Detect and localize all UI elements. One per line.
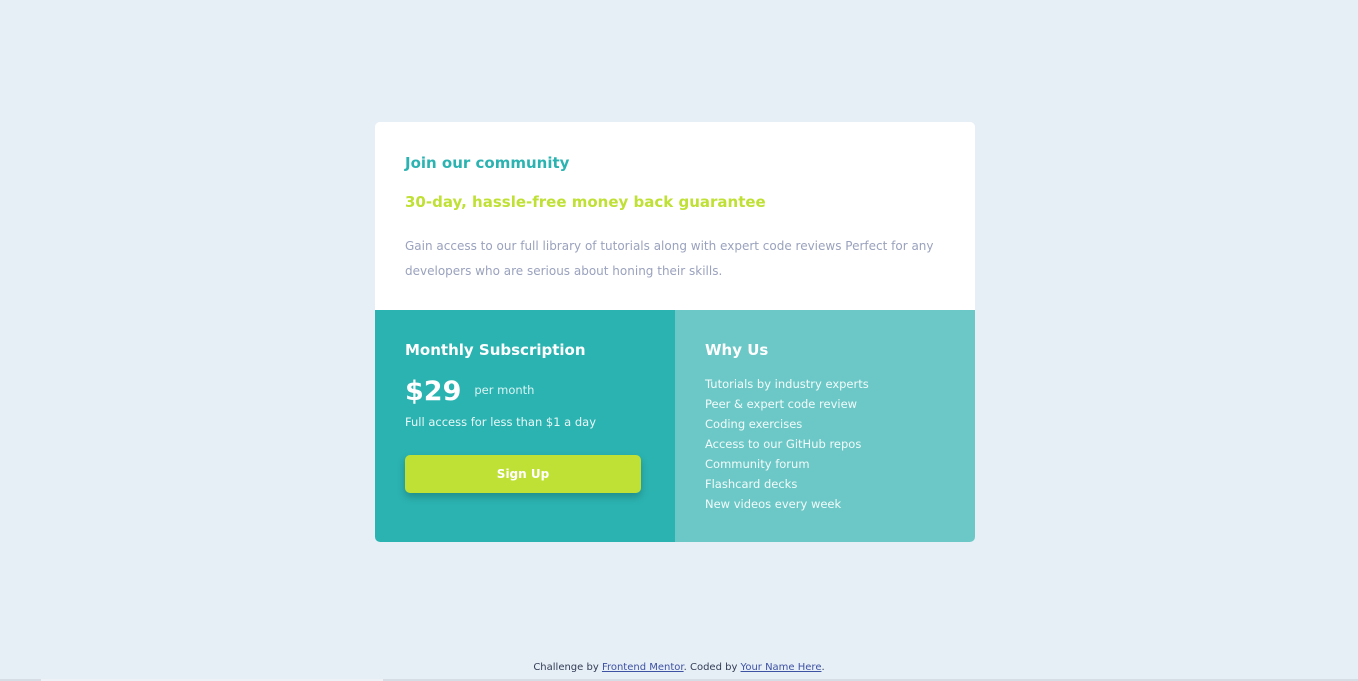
price-row	[405, 376, 645, 408]
why-us-item: Tutorials by industry experts	[705, 377, 869, 391]
subscription-note: Full access for less than $1 a day	[405, 415, 597, 429]
card-bottom	[375, 310, 975, 542]
why-us-item: New videos every week	[705, 497, 842, 511]
why-us-item: Flashcard decks	[705, 477, 798, 491]
price-amount: $29	[405, 376, 462, 407]
subscription-title: Monthly Subscription	[405, 341, 586, 359]
attribution-footer	[0, 661, 1358, 675]
attribution-suffix: .	[821, 662, 825, 673]
author-link[interactable]: Your Name Here	[740, 662, 822, 673]
guarantee-heading: 30-day, hassle-free money back guarantee	[405, 193, 766, 211]
why-us-list	[705, 374, 945, 514]
community-section	[375, 122, 975, 310]
card-title: Join our community	[405, 154, 570, 172]
why-us-item: Community forum	[705, 457, 810, 471]
why-us-item: Coding exercises	[705, 417, 803, 431]
frontend-mentor-link[interactable]: Frontend Mentor	[601, 662, 684, 673]
card-description: Gain access to our full library of tutorials along with expert code reviews Perfect for any developers who are serious about honing their skills.	[405, 239, 934, 278]
attribution-prefix: Challenge by	[533, 662, 602, 673]
why-us-item: Peer & expert code review	[705, 397, 858, 411]
why-us-section	[675, 310, 975, 542]
pricing-card	[375, 122, 975, 542]
subscription-section	[375, 310, 675, 542]
why-us-item: Access to our GitHub repos	[705, 437, 862, 451]
price-period: per month	[474, 383, 535, 397]
why-us-title: Why Us	[705, 341, 769, 359]
attribution-middle: . Coded by	[683, 662, 741, 673]
sign-up-button[interactable]: Sign Up	[405, 455, 641, 493]
